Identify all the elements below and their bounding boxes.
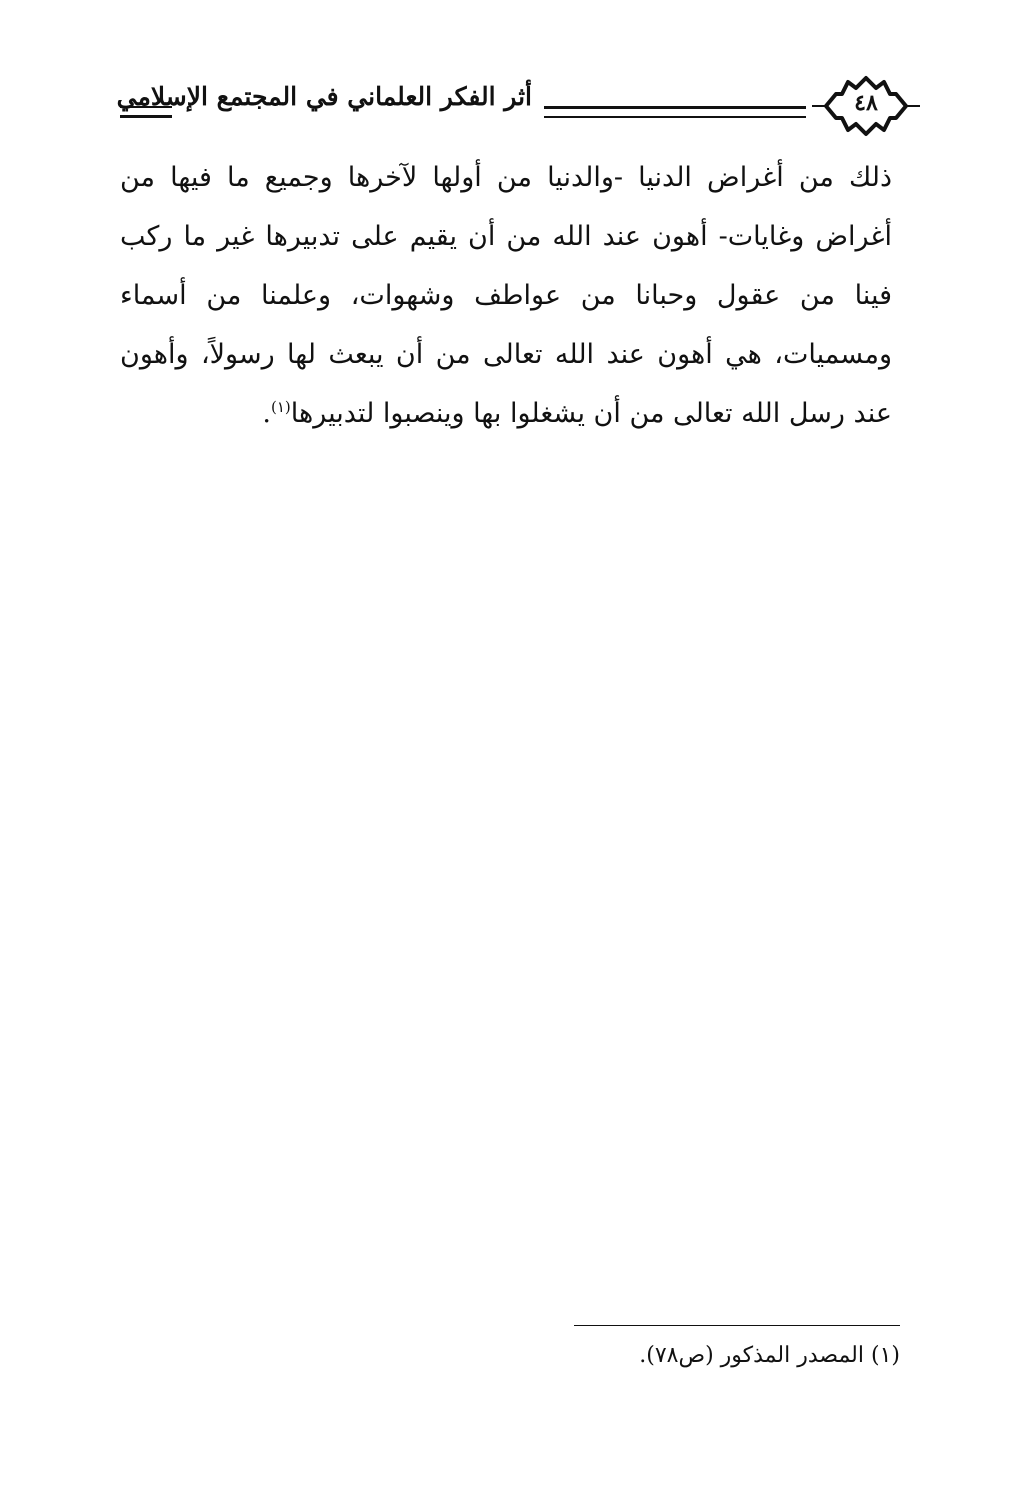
main-paragraph [120, 148, 892, 443]
footnote-1: (١) المصدر المذكور (ص٧٨). [639, 1343, 900, 1368]
page-number: ٤٨ [854, 90, 878, 116]
page-header [112, 72, 924, 140]
running-title: أثر الفكر العلماني في المجتمع الإسلامي [116, 82, 532, 111]
paragraph-end-punctuation: . [262, 398, 271, 429]
footnote-separator [574, 1325, 900, 1326]
page-number-badge [812, 72, 920, 140]
footnote-reference: (١) [270, 398, 291, 416]
header-double-rule-right [544, 106, 806, 118]
paragraph-text: ذلك من أغراض الدنيا -والدنيا من أولها لآخرها وجميع ما فيها من أغراض وغايات- أهون عند الله من أن يقيم على تدبيرها غير ما ركب فينا من عقول وحبانا من عواطف وشهوات، وعلمنا من أسماء ومسميات، هي أهون عند الله تعالى من أن يبعث لها رسولاً، وأهون عند رسل الله تعالى من أن يشغلوا بها وينصبوا لتدبيرها [120, 162, 892, 429]
